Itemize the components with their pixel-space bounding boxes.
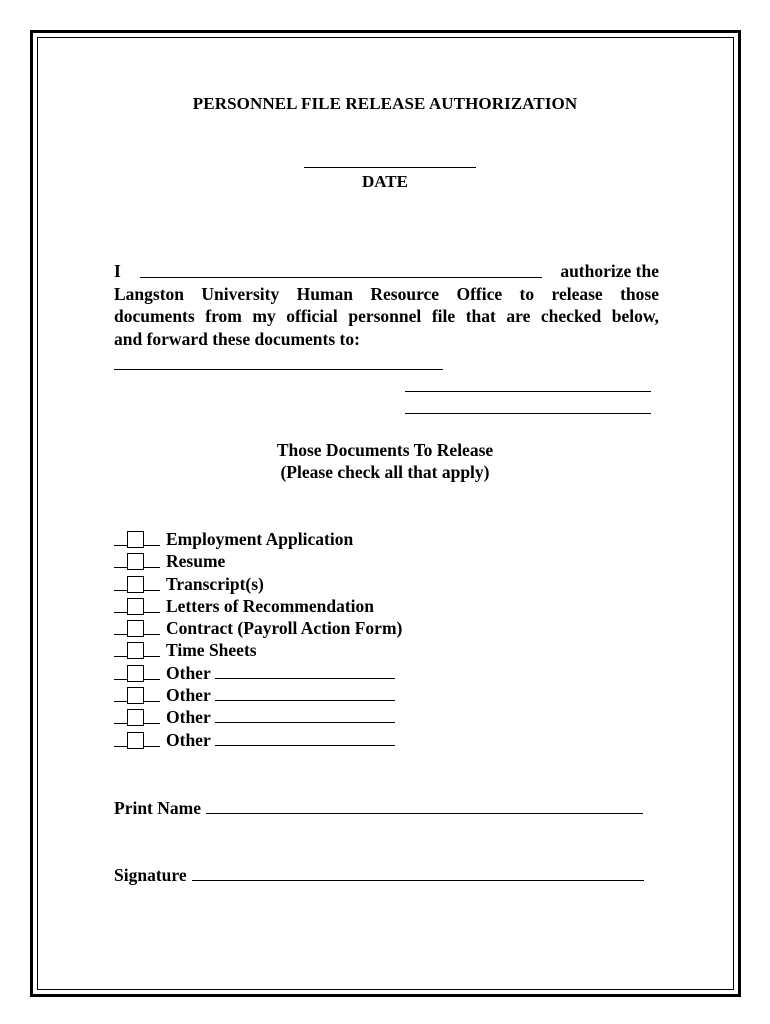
date-label: DATE [362, 172, 408, 191]
paragraph-word: documents [114, 306, 195, 326]
checkbox-square [127, 531, 144, 548]
checklist-item-label: Other [166, 662, 211, 683]
other-specify-field[interactable] [215, 684, 395, 701]
checkbox-square [127, 732, 144, 749]
checkbox-square [127, 620, 144, 637]
checklist-item [114, 684, 402, 706]
checklist-item [114, 550, 402, 572]
forward-address-line-3[interactable] [405, 413, 651, 414]
checkbox-square [127, 553, 144, 570]
paragraph-word: below, [611, 306, 659, 326]
checklist-item-label: Other [166, 685, 211, 706]
checkbox-square [127, 642, 144, 659]
checklist-item [114, 617, 402, 639]
paragraph-i: I [114, 261, 121, 281]
checklist-item [114, 729, 402, 751]
checkbox[interactable] [114, 706, 160, 726]
checklist-item [114, 706, 402, 728]
print-name-label: Print Name [114, 798, 201, 818]
checkbox[interactable] [114, 528, 160, 548]
document-checklist [114, 528, 402, 751]
checkbox[interactable] [114, 662, 160, 682]
checkbox[interactable] [114, 729, 160, 749]
paragraph-word: release [551, 283, 603, 304]
paragraph-word: Human [296, 283, 353, 304]
paragraph-word: Langston [114, 283, 185, 304]
paragraph-word: Resource [370, 283, 440, 304]
paragraph-word: to [519, 283, 535, 304]
paragraph-line-3 [114, 305, 659, 328]
checkbox[interactable] [114, 684, 160, 704]
checklist-item-label: Employment Application [166, 529, 354, 549]
checkbox[interactable] [114, 617, 160, 637]
checklist-item-label: Contract (Payroll Action Form) [166, 618, 403, 639]
checklist-item-label: Letters of Recommendation [166, 595, 375, 616]
checklist-item [114, 595, 402, 617]
checkbox-square [127, 709, 144, 726]
checkbox[interactable] [114, 639, 160, 659]
signature-field[interactable] [192, 863, 644, 881]
paragraph-word: checked [540, 306, 602, 326]
checkbox-square [127, 576, 144, 593]
paragraph-authorize: authorize the [560, 261, 659, 281]
section-heading: Those Documents To Release [276, 440, 494, 460]
paragraph-line-2 [114, 283, 659, 306]
checkbox-square [127, 665, 144, 682]
paragraph-word: from [205, 306, 242, 326]
checkbox[interactable] [114, 573, 160, 593]
paragraph-word: are [506, 306, 531, 326]
section-subheading: (Please check all that apply) [280, 462, 490, 482]
signature-label: Signature [114, 865, 187, 885]
forward-address-line-1[interactable] [114, 369, 443, 370]
paragraph-line-1 [114, 260, 659, 283]
paragraph-word: file [431, 306, 456, 326]
checklist-item-label: Other [166, 729, 211, 750]
paragraph-line-4: and forward these documents to: [114, 328, 360, 349]
checklist-item [114, 639, 402, 661]
checklist-item-label: Resume [166, 551, 226, 572]
checkbox-square [127, 598, 144, 615]
paragraph-word: University [201, 283, 280, 304]
checklist-item [114, 662, 402, 684]
forward-address-line-2[interactable] [405, 391, 651, 392]
date-field[interactable] [304, 167, 476, 168]
print-name-row [114, 796, 643, 819]
form-title: PERSONNEL FILE RELEASE AUTHORIZATION [192, 94, 578, 113]
checkbox-square [127, 687, 144, 704]
paragraph-word: those [620, 283, 659, 304]
authorizer-name-field[interactable] [140, 260, 542, 278]
signature-row [114, 863, 644, 886]
checklist-item-label: Transcript(s) [166, 573, 264, 594]
paragraph-word: that [465, 306, 496, 326]
paragraph-word: my [252, 306, 276, 326]
paragraph-word: personnel [348, 306, 422, 326]
paragraph-word: official [286, 306, 338, 326]
other-specify-field[interactable] [215, 706, 395, 723]
checkbox[interactable] [114, 550, 160, 570]
checkbox[interactable] [114, 595, 160, 615]
checklist-item [114, 528, 402, 550]
print-name-field[interactable] [206, 796, 643, 814]
other-specify-field[interactable] [215, 729, 395, 746]
paragraph-word: Office [456, 283, 503, 304]
checklist-item-label: Other [166, 707, 211, 728]
checklist-item [114, 573, 402, 595]
checklist-item-label: Time Sheets [166, 640, 257, 661]
authorization-paragraph [114, 260, 659, 350]
other-specify-field[interactable] [215, 662, 395, 679]
